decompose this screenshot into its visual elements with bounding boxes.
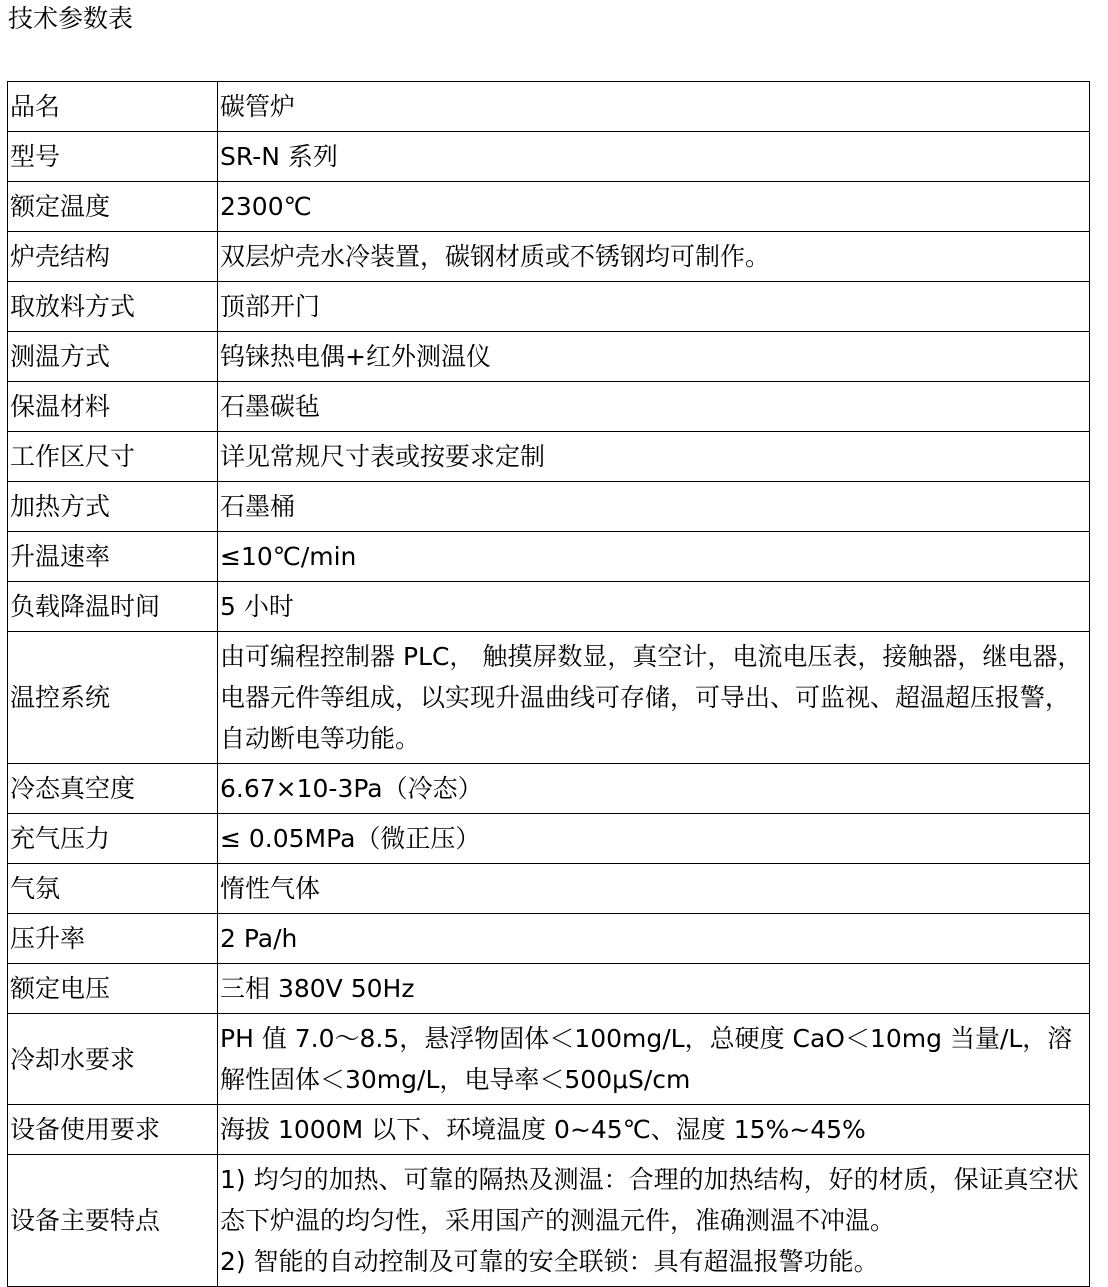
table-row [8, 432, 1090, 482]
document-title: 技术参数表 [8, 4, 134, 33]
table-row [8, 382, 1090, 432]
table-row [8, 914, 1090, 964]
table-row [8, 964, 1090, 1014]
table-row [8, 1105, 1090, 1155]
row-value-paragraph: 海拔 1000M 以下、环境温度 0~45℃、湿度 15%~45% [220, 1115, 866, 1144]
row-value-paragraph: 惰性气体 [220, 874, 321, 903]
row-value [218, 432, 1090, 482]
table-row [8, 282, 1090, 332]
row-value-paragraph: 1) 均匀的加热、可靠的隔热及测温：合理的加热结构，好的材质，保证真空状态下炉温的均匀性，采用国产的测温元件，准确测温不冲温。 [220, 1165, 1079, 1235]
table-row [8, 582, 1090, 632]
table-row [8, 1014, 1090, 1105]
table-row [8, 82, 1090, 132]
table-row [8, 532, 1090, 582]
row-value [218, 632, 1090, 764]
table-row [8, 1155, 1090, 1287]
row-label: 设备主要特点 [8, 1155, 218, 1287]
table-row [8, 814, 1090, 864]
row-label: 炉壳结构 [8, 232, 218, 282]
row-label: 品名 [8, 82, 218, 132]
row-value [218, 232, 1090, 282]
row-value-paragraph: 碳管炉 [220, 92, 296, 121]
row-value-paragraph: PH 值 7.0～8.5，悬浮物固体＜100mg/L，总硬度 CaO＜10mg 当量/L，溶解性固体＜30mg/L，电导率＜500μS/cm [220, 1024, 1073, 1094]
row-label: 设备使用要求 [8, 1105, 218, 1155]
spec-table-body [8, 82, 1090, 1287]
row-value-paragraph: SR-N 系列 [220, 142, 338, 171]
row-value [218, 1105, 1090, 1155]
table-row [8, 632, 1090, 764]
table-row [8, 332, 1090, 382]
row-label: 取放料方式 [8, 282, 218, 332]
row-value [218, 132, 1090, 182]
row-value [218, 864, 1090, 914]
row-value [218, 764, 1090, 814]
row-value [218, 1155, 1090, 1287]
row-label: 负载降温时间 [8, 582, 218, 632]
row-label: 工作区尺寸 [8, 432, 218, 482]
row-label: 加热方式 [8, 482, 218, 532]
table-row [8, 864, 1090, 914]
row-value-paragraph: 详见常规尺寸表或按要求定制 [220, 442, 546, 471]
table-row [8, 182, 1090, 232]
row-value-paragraph: 2300℃ [220, 192, 312, 221]
row-label: 压升率 [8, 914, 218, 964]
row-label: 额定电压 [8, 964, 218, 1014]
row-value-paragraph: 钨铼热电偶+红外测温仪 [220, 342, 491, 371]
row-label: 充气压力 [8, 814, 218, 864]
row-label: 额定温度 [8, 182, 218, 232]
table-row [8, 132, 1090, 182]
row-value [218, 282, 1090, 332]
row-value [218, 914, 1090, 964]
row-value [218, 532, 1090, 582]
row-value [218, 964, 1090, 1014]
row-value-paragraph: ≤ 0.05MPa（微正压） [220, 824, 481, 853]
row-value-paragraph: ≤10℃/min [220, 542, 357, 571]
row-label: 气氛 [8, 864, 218, 914]
row-value [218, 382, 1090, 432]
row-label: 冷态真空度 [8, 764, 218, 814]
table-row [8, 482, 1090, 532]
row-label: 冷却水要求 [8, 1014, 218, 1105]
row-value [218, 182, 1090, 232]
row-value [218, 582, 1090, 632]
row-label: 测温方式 [8, 332, 218, 382]
row-label: 温控系统 [8, 632, 218, 764]
row-value-paragraph: 顶部开门 [220, 292, 321, 321]
row-value [218, 1014, 1090, 1105]
row-value [218, 332, 1090, 382]
row-value-paragraph: 5 小时 [220, 592, 294, 621]
spec-table [7, 81, 1090, 1287]
table-row [8, 764, 1090, 814]
row-value-paragraph: 2 Pa/h [220, 924, 298, 953]
row-value-paragraph: 双层炉壳水冷装置，碳钢材质或不锈钢均可制作。 [220, 242, 771, 271]
row-value-paragraph: 2) 智能的自动控制及可靠的安全联锁：具有超温报警功能。 [220, 1247, 879, 1276]
row-value-paragraph: 由可编程控制器 PLC， 触摸屏数显，真空计，电流电压表，接触器，继电器，电器元件等组成，以实现升温曲线可存储，可导出、可监视、超温超压报警，自动断电等功能。 [220, 642, 1083, 753]
row-label: 升温速率 [8, 532, 218, 582]
row-value [218, 82, 1090, 132]
table-row [8, 232, 1090, 282]
row-value-paragraph: 石墨碳毡 [220, 392, 321, 421]
row-value-paragraph: 三相 380V 50Hz [220, 974, 415, 1003]
row-value-paragraph: 石墨桶 [220, 492, 296, 521]
row-value [218, 814, 1090, 864]
row-label: 型号 [8, 132, 218, 182]
row-value-paragraph: 6.67×10-3Pa（冷态） [220, 774, 483, 803]
row-value [218, 482, 1090, 532]
row-label: 保温材料 [8, 382, 218, 432]
